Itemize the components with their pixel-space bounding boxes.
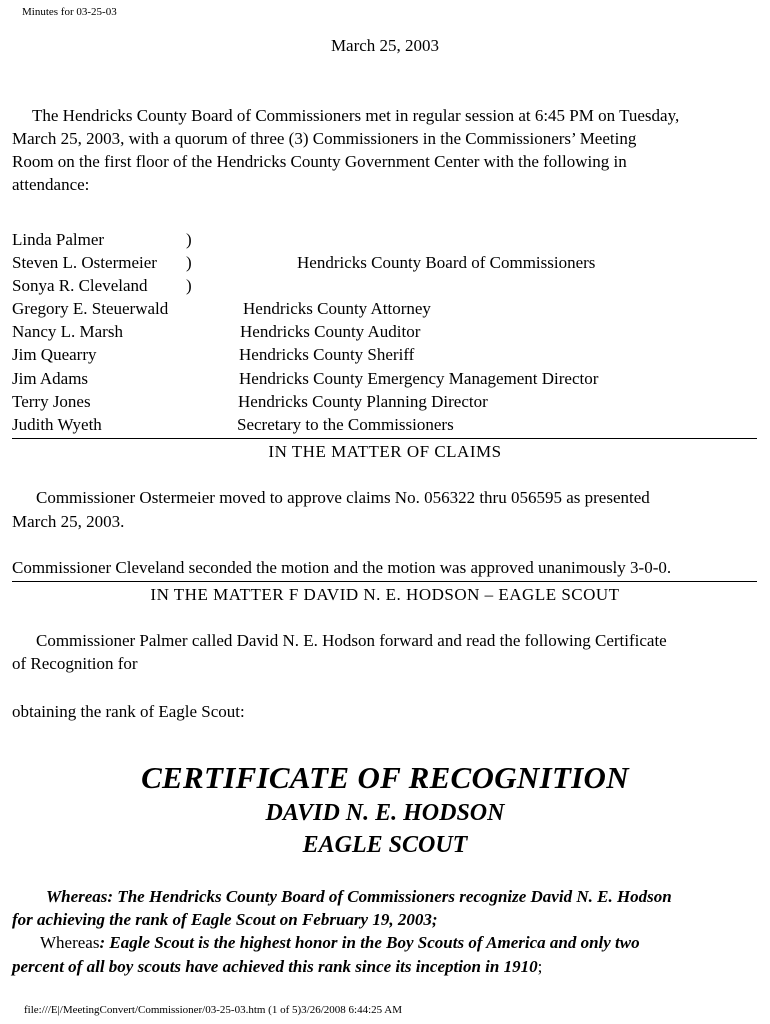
scout-paragraph-2: obtaining the rank of Eagle Scout: bbox=[12, 702, 245, 721]
page-header: Minutes for 03-25-03 bbox=[22, 6, 117, 18]
scout-heading: IN THE MATTER F DAVID N. E. HODSON – EAGLE SCOUT bbox=[150, 585, 620, 604]
scout-line: of Recognition for bbox=[12, 654, 138, 673]
whereas-lead: Whereas bbox=[40, 933, 100, 952]
certificate-name: DAVID N. E. HODSON bbox=[265, 800, 505, 826]
attendee-title: Hendricks County Emergency Management Director bbox=[239, 369, 599, 388]
whereas-end: ; bbox=[537, 957, 543, 976]
attendee-title: Hendricks County Sheriff bbox=[239, 345, 415, 364]
scout-line: Commissioner Palmer called David N. E. Hodson forward and read the following Certificate bbox=[36, 631, 667, 650]
attendee-name: Gregory E. Steuerwald bbox=[12, 299, 169, 318]
attendee-name: Steven L. Ostermeier bbox=[12, 253, 157, 272]
bracket: ) bbox=[186, 276, 192, 295]
intro-line: Room on the first floor of the Hendricks County Government Center with the following in bbox=[12, 152, 627, 171]
intro-line: March 25, 2003, with a quorum of three (3) Commissioners in the Commissioners’ Meeting bbox=[12, 129, 637, 148]
whereas-text: percent of all boy scouts have achieved this rank since its inception in 1910 bbox=[12, 957, 538, 976]
whereas-line: for achieving the rank of Eagle Scout on February 19, 2003; bbox=[12, 910, 438, 929]
section-divider bbox=[12, 438, 757, 439]
attendee-title: Secretary to the Commissioners bbox=[237, 415, 454, 434]
intro-line: attendance: bbox=[12, 175, 90, 194]
attendee-name: Jim Adams bbox=[12, 369, 89, 388]
page-footer: file:///E|/MeetingConvert/Commissioner/03-25-03.htm (1 of 5)3/26/2008 6:44:25 AM bbox=[24, 1004, 403, 1016]
bracket: ) bbox=[186, 253, 192, 272]
section-divider bbox=[12, 581, 757, 582]
whereas-text: : Eagle Scout is the highest honor in the Boy Scouts of America and only two bbox=[99, 933, 640, 952]
certificate-title: CERTIFICATE OF RECOGNITION bbox=[141, 760, 629, 795]
attendee-name: Terry Jones bbox=[12, 392, 91, 411]
attendee-title: Hendricks County Auditor bbox=[240, 322, 421, 341]
attendee-title: Hendricks County Attorney bbox=[243, 299, 431, 318]
claims-heading: IN THE MATTER OF CLAIMS bbox=[268, 442, 502, 461]
motion-line: Commissioner Ostermeier moved to approve claims No. 056322 thru 056595 as presented bbox=[36, 488, 650, 507]
attendee-name: Judith Wyeth bbox=[12, 415, 102, 434]
attendee-name: Nancy L. Marsh bbox=[12, 322, 123, 341]
board-label: Hendricks County Board of Commissioners bbox=[297, 253, 596, 272]
attendee-title: Hendricks County Planning Director bbox=[238, 392, 488, 411]
attendee-name: Sonya R. Cleveland bbox=[12, 276, 148, 295]
whereas-line: Whereas: The Hendricks County Board of Commissioners recognize David N. E. Hodson bbox=[46, 887, 672, 906]
bracket: ) bbox=[186, 230, 192, 249]
attendee-name: Jim Quearry bbox=[12, 345, 97, 364]
intro-line: The Hendricks County Board of Commissioners met in regular session at 6:45 PM on Tuesday, bbox=[32, 106, 680, 125]
meeting-date: March 25, 2003 bbox=[330, 36, 440, 55]
whereas-line bbox=[12, 955, 542, 978]
certificate-rank: EAGLE SCOUT bbox=[302, 832, 468, 858]
motion-line: March 25, 2003. bbox=[12, 512, 125, 531]
whereas-line bbox=[40, 931, 640, 954]
claims-second: Commissioner Cleveland seconded the motion and the motion was approved unanimously 3-0-0. bbox=[12, 558, 672, 577]
attendee-name: Linda Palmer bbox=[12, 230, 105, 249]
